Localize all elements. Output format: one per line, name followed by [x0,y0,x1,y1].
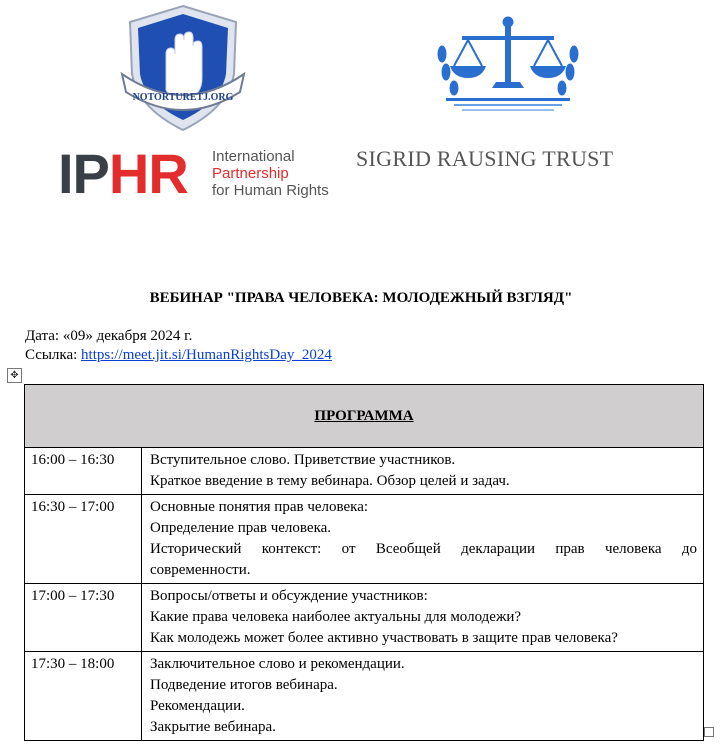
time-cell: 16:00 – 16:30 [25,448,142,495]
date-line: Дата: «09» декабря 2024 г. [25,328,193,344]
table-row [25,652,704,741]
time-cell: 17:30 – 18:00 [25,652,142,741]
sigrid-rausing-trust-logo: SIGRID RAUSING TRUST [356,146,614,171]
description-cell: Основные понятия прав человека: Определение прав человека. Исторический контекст: от Всеобщей декларации прав человека до современности. [142,495,704,584]
document-title: ВЕБИНАР "ПРАВА ЧЕЛОВЕКА: МОЛОДЕЖНЫЙ ВЗГЛЯД" [149,290,573,306]
notorture-logo-text: NOTORTURETJ.ORG [132,92,234,103]
description-cell: Вступительное слово. Приветствие участников. Краткое введение в тему вебинара. Обзор целей и задач. [142,448,704,495]
table-resize-handle[interactable] [704,727,714,737]
description-cell: Вопросы/ответы и обсуждение участников: Какие права человека наиболее актуальны для молодежи? Как молодежь может более активно участвовать в защите прав человека? [142,584,704,652]
webinar-meta [25,327,332,365]
iphr-logo-mark: IPHR [58,142,188,205]
time-cell: 16:30 – 17:00 [25,495,142,584]
program-header: ПРОГРАММА [25,385,704,448]
link-label: Ссылка: [25,347,82,363]
iphr-logo [58,142,348,205]
table-move-handle-icon[interactable]: ✥ [7,368,22,383]
link-line [25,346,332,365]
table-row [25,448,704,495]
time-cell: 17:00 – 17:30 [25,584,142,652]
table-row [25,584,704,652]
notorture-logo [118,4,248,132]
scales-of-justice-icon [432,14,584,118]
program-table [24,384,704,741]
description-cell: Заключительное слово и рекомендации. Подведение итогов вебинара. Рекомендации. Закрытие вебинара. [142,652,704,741]
table-row [25,495,704,584]
meeting-link[interactable]: https://meet.jit.si/HumanRightsDay_2024 [81,347,332,363]
iphr-logo-text: International Partnership for Human Rights [212,148,329,199]
